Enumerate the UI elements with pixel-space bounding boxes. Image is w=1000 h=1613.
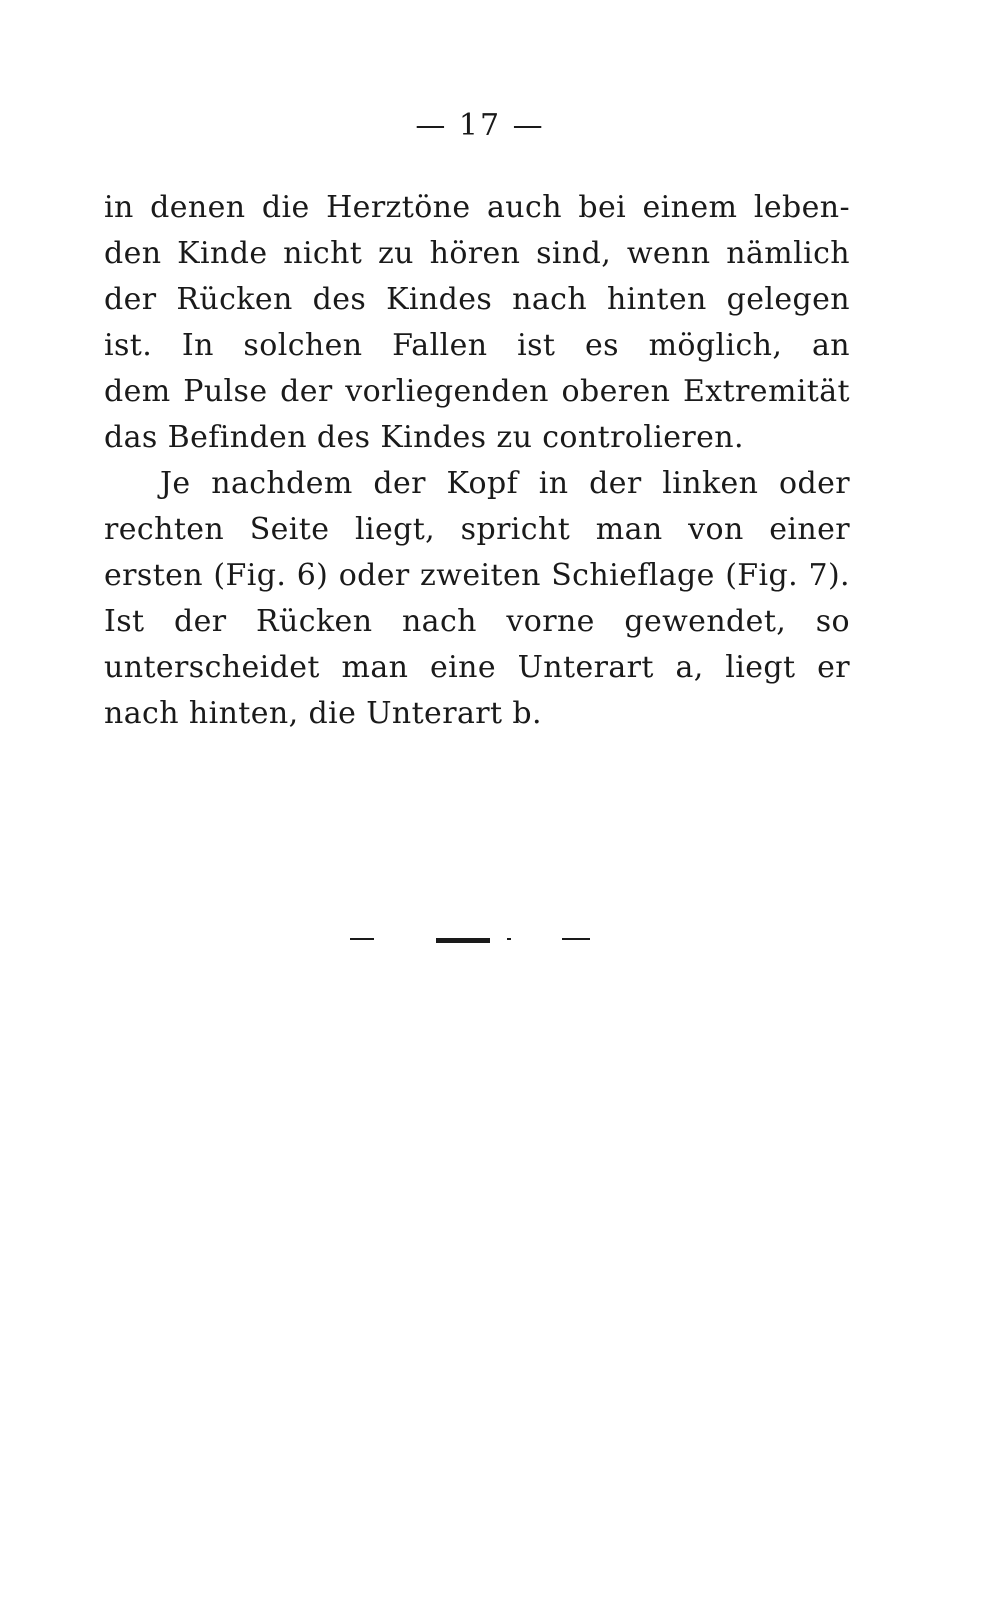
page-number: — 17 — [415,108,545,143]
text-line: rechten Seite liegt, spricht man von einer [104,512,850,547]
text-line: unterscheidet man eine Unterart a, liegt er [104,650,850,685]
text-line: ersten (Fig. 6) oder zweiten Schieflage (Fig. 7). [104,558,850,593]
ornament-dash [562,938,590,940]
text-line: das Befinden des Kindes zu controlieren. [104,420,744,455]
text-line: nach hinten, die Unterart b. [104,696,542,731]
text-line: in denen die Herztöne auch bei einem leben- [104,190,850,225]
ornament-bar [436,938,490,943]
end-ornament [350,938,590,944]
text-line: ist. In solchen Fallen ist es möglich, an [104,328,850,363]
text-line: der Rücken des Kindes nach hinten gelegen [104,282,850,317]
text-line: dem Pulse der vorliegenden oberen Extremität [104,374,850,409]
text-line: den Kinde nicht zu hören sind, wenn nämlich [104,236,850,271]
body-text [104,185,850,737]
text-line: Ist der Rücken nach vorne gewendet, so [104,604,850,639]
ornament-dot [507,938,511,940]
ornament-dash [350,938,374,940]
text-line: Je nachdem der Kopf in der linken oder [160,466,850,501]
